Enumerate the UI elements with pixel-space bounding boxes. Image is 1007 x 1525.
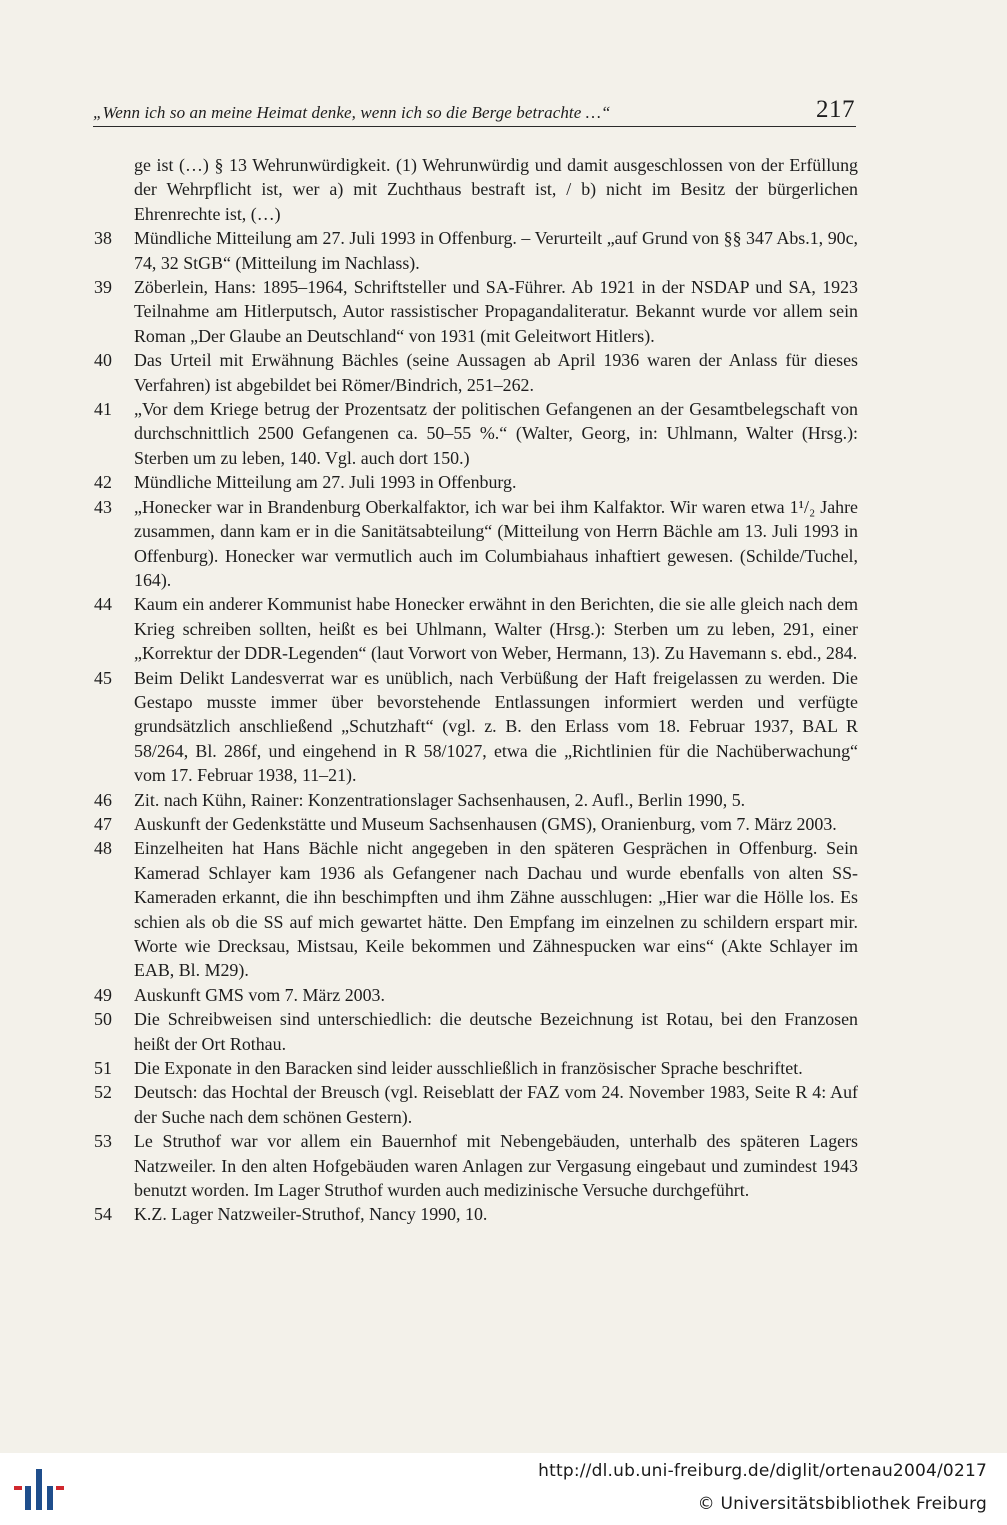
endnote-number: 52 xyxy=(94,1082,112,1103)
endnote-number: 50 xyxy=(94,1009,112,1030)
endnote-number: 43 xyxy=(94,496,112,517)
endnote-number: 41 xyxy=(94,399,112,420)
endnote xyxy=(94,592,858,665)
ub-freiburg-logo-icon xyxy=(14,1465,64,1515)
endnote-text: Zit. nach Kühn, Rainer: Konzentrationslager Sachsenhausen, 2. Aufl., Berlin 1990, 5. xyxy=(134,789,746,810)
endnote xyxy=(94,153,858,226)
endnote xyxy=(94,1080,858,1129)
endnote-text: Auskunft GMS vom 7. März 2003. xyxy=(134,984,385,1005)
endnote-number: 54 xyxy=(94,1204,112,1225)
endnote-text: Einzelheiten hat Hans Bächle nicht angegeben in den späteren Gesprächen in Offenburg. Sein Kamerad Schlayer kam 1936 als Gefangener nach Dachau und wurde ebenfalls von alten SS-Kameraden erkannt, die ihn beschimpften und ihm Zähne ausschlugen: „Hier war die Hölle los. Es schien als ob die SS auf mich gewartet hätte. Den Empfang im einzelnen zu schildern erspart mir. Worte wie Drecksau, Mistsau, Keile bekommen und Zähnespucken war eins“ (Akte Schlayer im EAB, Bl. M29). xyxy=(134,838,858,981)
endnote xyxy=(94,812,858,836)
endnote-number: 53 xyxy=(94,1131,112,1152)
endnote-text: Das Urteil mit Erwähnung Bächles (seine Aussagen ab April 1936 waren der Anlass für dieses Verfahren) ist abgebildet bei Römer/Bindrich, 251–262. xyxy=(134,350,858,395)
endnote-number: 40 xyxy=(94,350,112,371)
permalink-url[interactable]: http://dl.ub.uni-freiburg.de/diglit/ortenau2004/0217 xyxy=(538,1461,987,1481)
endnote xyxy=(94,1129,858,1202)
endnote-text: Le Struthof war vor allem ein Bauernhof mit Nebengebäuden, unterhalb des späteren Lagers Natzweiler. In den alten Hofgebäuden waren Anlagen zur Vergasung eingebaut und zumindest 1943 benutzt worden. Im Lager Struthof wurden auch medizinische Versuche durchgeführt. xyxy=(134,1131,858,1201)
endnote-number: 46 xyxy=(94,789,112,810)
endnote-text: Beim Delikt Landesverrat war es unüblich, nach Verbüßung der Haft freigelassen zu werden. Die Gestapo musste immer über bevorstehende Entlassungen informiert werden und verfügte grundsätzlich anschließend „Schutzhaft“ (vgl. z. B. den Erlass vom 18. Februar 1937, BAL R 58/264, Bl. 286f, und eingehend in R 58/1027, etwa die „Richtlinien für die Nachüberwachung“ vom 17. Februar 1938, 11–21). xyxy=(134,667,858,786)
endnote xyxy=(94,836,858,982)
library-footer xyxy=(0,1453,1007,1525)
endnote xyxy=(94,1056,858,1080)
endnotes-list xyxy=(94,153,858,1227)
endnote xyxy=(94,788,858,812)
endnote xyxy=(94,983,858,1007)
endnote-text: Mündliche Mitteilung am 27. Juli 1993 in Offenburg. – Verurteilt „auf Grund von §§ 347 Abs.1, 90c, 74, 32 StGB“ (Mitteilung im Nachlass). xyxy=(134,228,858,273)
endnote-text: Deutsch: das Hochtal der Breusch (vgl. Reiseblatt der FAZ vom 24. November 1983, Seite R 4: Auf der Suche nach dem schönen Gestern). xyxy=(134,1082,858,1127)
running-header xyxy=(93,92,856,127)
endnote-text: Zöberlein, Hans: 1895–1964, Schriftsteller und SA-Führer. Ab 1921 in der NSDAP und SA, 1923 Teilnahme am Hitlerputsch, Autor rassistischer Propagandaliteratur. Bekannt wurde vor allem sein Roman „Der Glaube an Deutschland“ von 1931 (mit Geleitwort Hitlers). xyxy=(134,277,858,346)
endnote xyxy=(94,226,858,275)
endnote-text: Kaum ein anderer Kommunist habe Honecker erwähnt in den Berichten, die sie alle gleich nach dem Krieg schreiben sollten, heißt es bei Uhlmann, Walter (Hrsg.): Sterben um zu leben, 291, einer „Korrektur der DDR-Legenden“ (laut Vorwort von Weber, Hermann, 13). Zu Havemann s. ebd., 284. xyxy=(134,594,858,664)
endnote-number xyxy=(94,153,134,226)
endnote-number: 39 xyxy=(94,277,112,298)
endnote-text: Die Schreibweisen sind unterschiedlich: die deutsche Bezeichnung ist Rotau, bei den Franzosen heißt der Ort Rothau. xyxy=(134,1009,858,1054)
endnote-text: „Honecker war in Brandenburg Oberkalfaktor, ich war bei ihm Kalfaktor. Wir waren etwa 1¹/₂ Jahre zusammen, dann kam er in die Sanitätsabteilung“ (Mitteilung von Herrn Bächle am 13. Juli 1993 in Offenburg). Honecker war vermutlich auch im Columbiahaus inhaftiert gewesen. (Schilde/Tuchel, 164). xyxy=(134,496,858,590)
endnote-number: 38 xyxy=(94,228,112,249)
endnote xyxy=(94,495,858,593)
endnote-text: K.Z. Lager Natzweiler-Struthof, Nancy 1990, 10. xyxy=(134,1204,488,1225)
endnote-number: 49 xyxy=(94,984,112,1005)
endnote-number: 48 xyxy=(94,838,112,859)
endnote-number: 45 xyxy=(94,667,112,688)
endnote-text: Mündliche Mitteilung am 27. Juli 1993 in Offenburg. xyxy=(134,472,517,493)
endnote-text: Auskunft der Gedenkstätte und Museum Sachsenhausen (GMS), Oranienburg, vom 7. März 2003. xyxy=(134,813,837,834)
endnote xyxy=(94,1007,858,1056)
endnote xyxy=(94,1202,858,1226)
endnote-text: „Vor dem Kriege betrug der Prozentsatz der politischen Gefangenen an der Gesamtbelegschaft von durchschnittlich 2500 Gefangenen ca. 50–55 %.“ (Walter, Georg, in: Uhlmann, Walter (Hrsg.): Sterben um zu leben, 140. Vgl. auch dort 150.) xyxy=(134,399,858,468)
endnote xyxy=(94,275,858,348)
running-title: „Wenn ich so an meine Heimat denke, wenn ich so die Berge betrachte …“ xyxy=(93,103,611,122)
endnote-text: ge ist (…) § 13 Wehrunwürdigkeit. (1) Wehrunwürdig und damit ausgeschlossen von der Erfüllung der Wehrpflicht ist, wer a) mit Zuchthaus bestraft ist, / b) nicht im Besitz der bürgerlichen Ehrenrechte ist, (…) xyxy=(134,155,858,224)
endnote xyxy=(94,348,858,397)
page-number: 217 xyxy=(816,96,855,123)
endnote-number: 51 xyxy=(94,1058,112,1079)
endnote-number: 42 xyxy=(94,472,112,493)
copyright-notice: © Universitätsbibliothek Freiburg xyxy=(697,1494,987,1514)
endnote xyxy=(94,397,858,470)
endnote-text: Die Exponate in den Baracken sind leider ausschließlich in französischer Sprache beschriftet. xyxy=(134,1058,803,1079)
endnote-number: 44 xyxy=(94,594,112,615)
endnote xyxy=(94,470,858,494)
endnote-number: 47 xyxy=(94,813,112,834)
endnote xyxy=(94,666,858,788)
